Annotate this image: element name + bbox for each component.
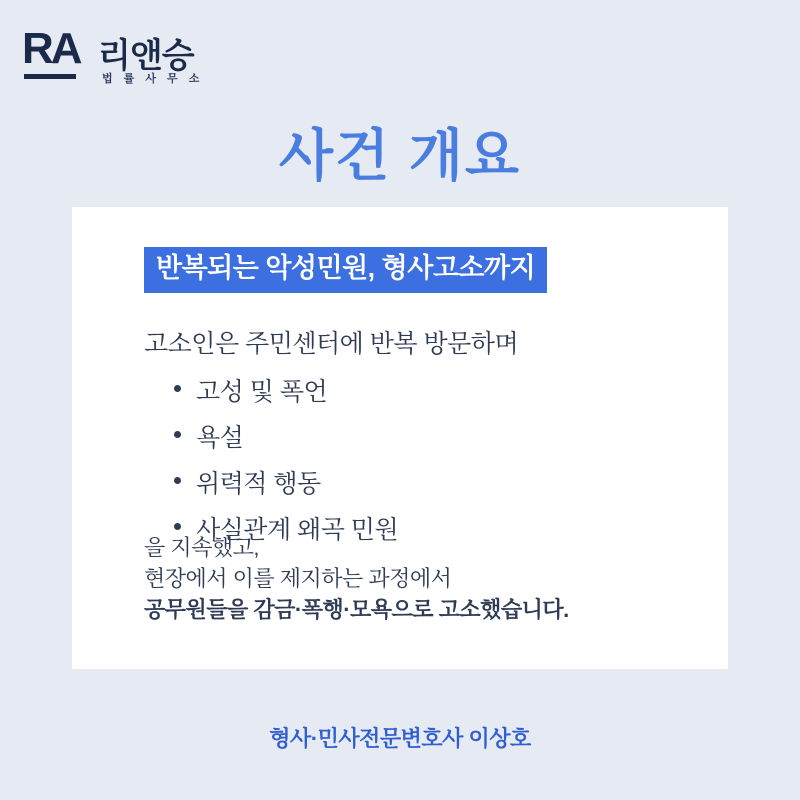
list-item: 사실관계 왜곡 민원 (168, 510, 398, 546)
list-item: 욕설 (168, 418, 398, 454)
headline-badge: 반복되는 악성민원, 형사고소까지 (144, 247, 547, 293)
logo-underline (24, 74, 76, 79)
list-item: 고성 및 폭언 (168, 372, 398, 408)
closing-line-1: 을 지속했고, (144, 535, 259, 560)
content-card (72, 207, 728, 669)
page-title: 사건 개요 (279, 124, 521, 187)
closing-line-2: 현장에서 이를 제지하는 과정에서 (144, 566, 452, 592)
logo-brand-name: 리앤승 (98, 37, 194, 75)
headline-container (144, 247, 547, 293)
logo-brand-subtitle: 법 률 사 무 소 (102, 73, 204, 85)
lead-text: 고소인은 주민센터에 반복 방문하며 (144, 330, 519, 358)
footer-attorney: 형사·민사전문변호사 이상호 (269, 726, 531, 751)
brand-logo (22, 22, 242, 88)
closing-text (144, 532, 569, 626)
list-item: 위력적 행동 (168, 464, 398, 500)
logo-mark: RA (22, 24, 80, 73)
closing-line-3: 공무원들을 감금·폭행·모욕으로 고소했습니다. (144, 597, 569, 623)
bullet-list (168, 372, 398, 556)
